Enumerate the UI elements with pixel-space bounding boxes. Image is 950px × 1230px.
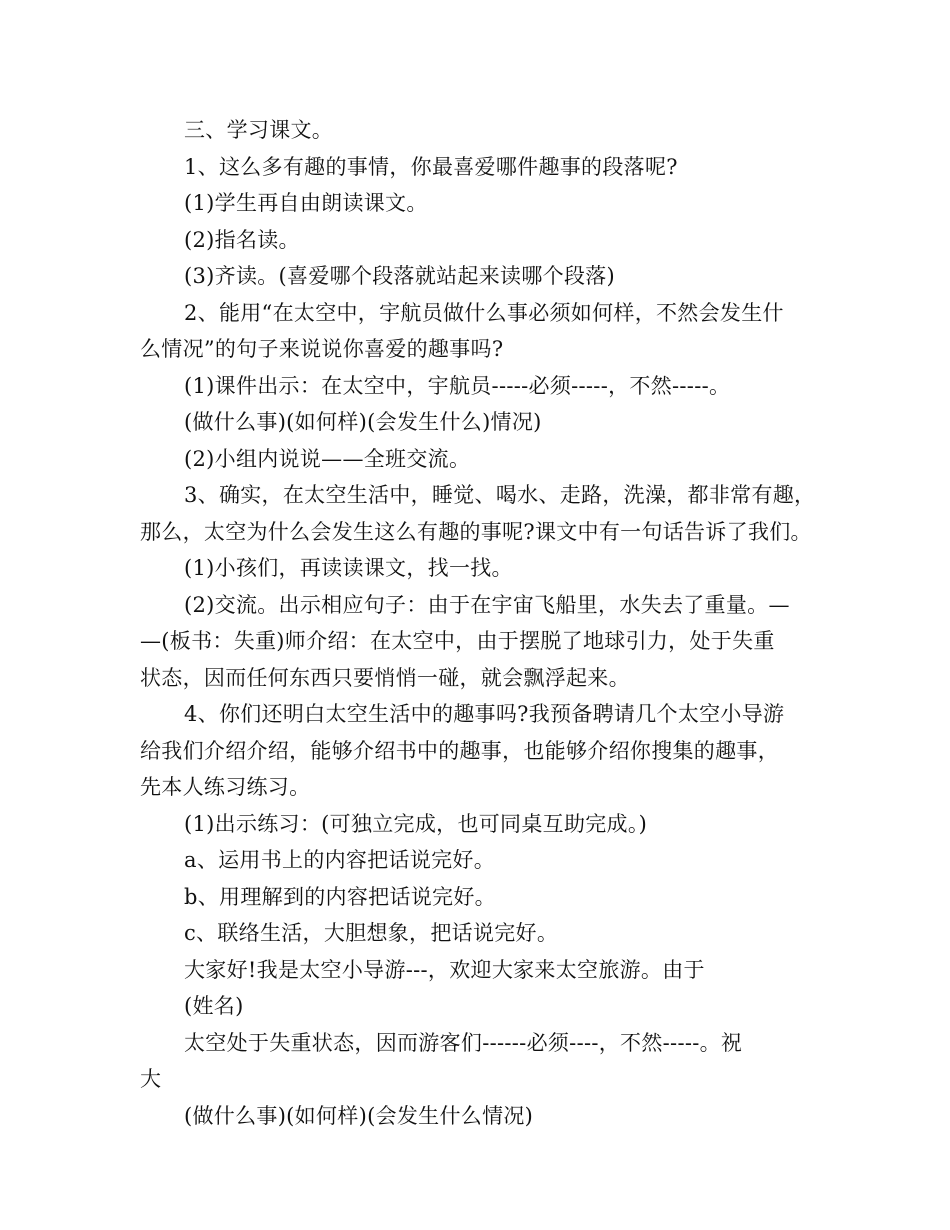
text-line: 三、学习课文。 (184, 118, 334, 142)
text-line: (2)交流。出示相应句子：由于在宇宙飞船里，水失去了重量。— (184, 592, 790, 617)
text-line: b、用理解到的内容把话说完好。 (184, 884, 496, 909)
text-line: a、运用书上的内容把话说完好。 (184, 848, 496, 872)
text-line: 么情况”的句子来说说你喜爱的趣事吗? (140, 337, 504, 361)
text-line: (2)小组内说说——全班交流。 (184, 446, 471, 471)
text-line: 大 (140, 1067, 162, 1091)
text-line: (1)课件出示：在太空中，宇航员-----必须-----，不然-----。 (184, 373, 731, 398)
text-line: c、联络生活，大胆想象，把话说完好。 (184, 921, 559, 945)
text-line: (2)指名读。 (184, 227, 300, 252)
text-line: 那么，太空为什么会发生这么有趣的事呢?课文中有一句话告诉了我们。 (140, 519, 812, 544)
text-line: (1)小孩们，再读读课文，找一找。 (184, 556, 513, 580)
text-line: 状态，因而任何东西只要悄悄一碰，就会飘浮起来。 (140, 665, 630, 690)
text-line: (做什么事)(如何样)(会发生什么情况) (184, 1103, 534, 1128)
text-line: 给我们介绍介绍，能够介绍书中的趣事，也能够介绍你搜集的趣事， (140, 738, 779, 763)
text-line: 4、你们还明白太空生活中的趣事吗?我预备聘请几个太空小导游 (184, 702, 785, 726)
text-line: (3)齐读。(喜爱哪个段落就站起来读哪个段落) (184, 264, 616, 288)
text-line: 3、确实，在太空生活中，睡觉、喝水、走路，洗澡，都非常有趣， (184, 483, 816, 507)
text-line: 先本人练习练习。 (140, 775, 311, 799)
text-line: (做什么事)(如何样)(会发生什么)情况) (184, 410, 542, 434)
text-line: 大家好!我是太空小导游---，欢迎大家来太空旅游。由于 (184, 957, 705, 982)
text-line: (姓名) (184, 994, 244, 1018)
document-body (140, 112, 820, 1134)
text-line: (1)出示练习：(可独立完成，也可同桌互助完成。) (184, 811, 648, 836)
text-line: 1、这么多有趣的事情，你最喜爱哪件趣事的段落呢? (184, 154, 678, 179)
text-line: 太空处于失重状态，因而游客们------必须----，不然-----。祝 (184, 1030, 743, 1055)
text-line: —(板书：失重)师介绍：在太空中，由于摆脱了地球引力，处于失重 (140, 629, 775, 653)
text-line: 2、能用“在太空中，宇航员做什么事必须如何样，不然会发生什 (184, 300, 784, 325)
text-line: (1)学生再自由朗读课文。 (184, 191, 428, 215)
